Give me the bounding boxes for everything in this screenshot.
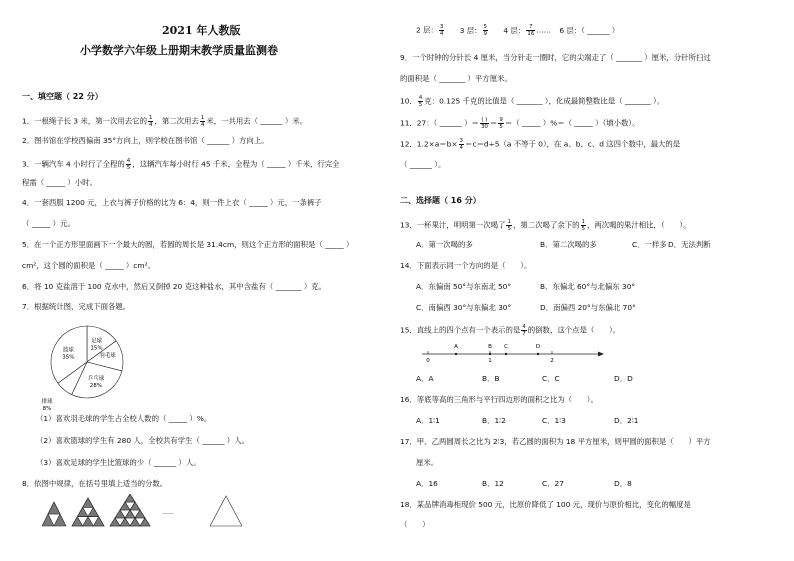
pie-value-label-2: 28% bbox=[89, 382, 103, 389]
q13-option-a: A．第一次喝的多 bbox=[416, 240, 473, 249]
question-7-sub-1: （1）喜欢羽毛球的学生占全校人数的（ _____ ）%。 bbox=[36, 414, 212, 423]
q15-option-b: B．B bbox=[482, 374, 500, 383]
question-7-sub-2: （2）喜欢篮球的学生有 280 人，全校共有学生（ ______ ）人。 bbox=[36, 436, 249, 445]
q16-option-b: B．1∶2 bbox=[482, 416, 506, 425]
fraction: $\frac{( )}{30}$ bbox=[480, 117, 488, 130]
q14-option-b: B．东偏北 60°与北偏东 30° bbox=[540, 282, 636, 291]
q17-option-d: D．8 bbox=[614, 479, 632, 488]
q16-option-d: D．2∶1 bbox=[614, 416, 639, 425]
question-16: 16．等底等高的三角形与平行四边形的面积之比为（ ）。 bbox=[400, 395, 598, 404]
question-6: 6．将 10 克盐溶于 100 克水中，然后又倒掉 20 克这种盐水，其中含盐有（ _______ ）克。 bbox=[22, 282, 327, 291]
question-9-line-1: 9．一个时钟的分针长 4 厘米，当分针走一圈时，它的尖端走了（ _______ ）厘米，分针所扫过 bbox=[400, 53, 711, 62]
q14-option-d: D．南偏西 20°与东偏北 70° bbox=[540, 303, 636, 312]
fraction: $\frac{9}{5}$ bbox=[499, 117, 503, 130]
tick-label-1: 1 bbox=[488, 358, 492, 364]
q14-option-a: A．东偏南 50°与东南北 50° bbox=[416, 282, 512, 291]
section-1-heading: 一、填空题（ 22 分） bbox=[22, 92, 103, 101]
q15-option-a: A．A bbox=[416, 374, 434, 383]
question-4-line-1: 4．一套西服 1200 元，上衣与裤子价格的比为 6：4，则一件上衣（ _____ ）元，一条裤子 bbox=[22, 198, 322, 207]
pie-label-0: 足球 bbox=[90, 338, 102, 345]
q13-option-b: B．第二次喝的多 bbox=[540, 240, 597, 249]
point-label-d: D bbox=[535, 344, 541, 350]
pattern-ellipsis: …… bbox=[162, 509, 174, 516]
q14-option-c: C．南偏西 30°与东偏北 30° bbox=[416, 303, 512, 312]
question-8-continued: 2 层： $\frac{3}{4}$ 3 层： $\frac{5}{9}$ 4 层： $\frac{7}{16}$ …… 6 层：（ ______ ） bbox=[416, 24, 620, 37]
pie-value-label-0: 15% bbox=[90, 345, 103, 352]
q17-option-b: B．12 bbox=[482, 479, 504, 488]
question-1: 1．一根绳子长 3 米，第一次用去它的 $\frac{1}{4}$ ，第二次用去 $\frac{1}{4}$ 米，一共用去（ ______ ）米。 bbox=[22, 115, 308, 128]
fraction: $\frac{1}{5}$ bbox=[581, 219, 586, 232]
triangle-level-n bbox=[210, 496, 242, 526]
q15-option-d: D．D bbox=[614, 374, 633, 383]
question-17-line-2: 厘米。 bbox=[416, 458, 439, 467]
pie-label-2: 乒乓球 bbox=[87, 375, 105, 382]
fraction: $\frac{5}{9}$ bbox=[483, 24, 488, 37]
q17-option-c: C．27 bbox=[542, 479, 564, 488]
title-line-1: 2021 年人教版 bbox=[162, 24, 241, 37]
fraction: $\frac{7}{16}$ bbox=[527, 24, 535, 37]
fraction: $\frac{1}{4}$ bbox=[200, 115, 205, 128]
question-12-line-1: 12．1.2×a＝b× $\frac{3}{4}$ ＝c＝d÷5（a 不等于 0），在 a、b、c、d 这四个数中，最大的是 bbox=[400, 138, 681, 151]
question-17-line-1: 17．甲、乙两圆周长之比为 2∶3，若乙圆的面积为 18 平方厘米，则甲圆的面积是（ ）平方 bbox=[400, 437, 711, 446]
question-9-line-2: 的面积是（ _______ ）平方厘米。 bbox=[400, 74, 512, 83]
pie-value-label-4: 35% bbox=[62, 354, 75, 361]
question-18-line-1: 18．某品牌消毒柜现价 500 元，比原价降低了 100 元，现价与原价相比，变化的幅度是 bbox=[400, 500, 691, 509]
pie-chart bbox=[41, 317, 132, 412]
number-line bbox=[420, 340, 610, 364]
point-c bbox=[505, 353, 507, 355]
point-label-b: B bbox=[488, 344, 492, 350]
question-5-line-1: 5．在一个正方形里面画下一个最大的圆，若圆的周长是 31.4cm，则这个正方形的面积是（ _____ ） bbox=[22, 240, 354, 249]
q13-option-d: D．无法判断 bbox=[668, 240, 711, 249]
question-2: 2．图书馆在学校西偏南 35°方向上，则学校在图书馆（ ______ ）方向上。 bbox=[22, 136, 269, 145]
question-5-line-2: cm²，这个圆的面积是（ _____ ）cm²。 bbox=[22, 261, 155, 270]
question-11: 11．27：（ ______ ）＝ $\frac{( )}{30}$ ＝ $\frac{9}{5}$ ＝（ _____ ）%＝（ _____ ）（填小数）。 bbox=[400, 117, 640, 130]
question-13: 13．一杯果汁，明明第一次喝了 $\frac{1}{5}$ ，第二次喝了余下的 $\frac{1}{5}$ ，两次喝的果汁相比，（ ）。 bbox=[400, 219, 691, 232]
question-7: 7．根据统计图，完成下面各题。 bbox=[22, 302, 131, 311]
fraction: $\frac{1}{5}$ bbox=[507, 219, 511, 232]
fraction: $\frac{4}{5}$ bbox=[126, 158, 131, 171]
section-2-heading: 二、选择题（ 16 分） bbox=[400, 196, 481, 205]
question-14: 14．下面表示同一个方向的是（ ）。 bbox=[400, 261, 532, 270]
question-15: 15．直线上的四个点有一个表示的是 $\frac{4}{7}$ 的倒数，这个点是（ ）。 bbox=[400, 324, 621, 337]
fraction: $\frac{4}{5}$ bbox=[418, 95, 423, 108]
q16-option-a: A．1∶1 bbox=[416, 416, 440, 425]
fraction: $\frac{3}{4}$ bbox=[459, 138, 464, 151]
pie-label-4: 篮球 bbox=[62, 347, 74, 354]
q16-option-c: C．1∶3 bbox=[542, 416, 566, 425]
question-18-line-2: （ ） bbox=[400, 520, 430, 529]
question-8: 8．依图中规律，在括号里填上适当的分数。 bbox=[22, 479, 168, 488]
fraction: $\frac{4}{7}$ bbox=[522, 324, 526, 337]
question-7-sub-3: （3）喜欢足球的学生比篮球的少（ ______ ）人。 bbox=[36, 458, 201, 467]
question-4-line-2: （ _____ ）元。 bbox=[22, 219, 75, 228]
point-b bbox=[489, 353, 491, 355]
question-3-line-1: 3．一辆汽车 4 小时行了全程的 $\frac{4}{5}$ ，这辆汽车每小时行 45 千米，全程为（ _____ ）千米，行完全 bbox=[22, 158, 340, 171]
title-line-2: 小学数学六年级上册期末教学质量监测卷 bbox=[80, 44, 278, 57]
fraction: $\frac{3}{4}$ bbox=[439, 24, 444, 37]
point-label-a: A bbox=[454, 344, 458, 350]
point-a bbox=[455, 353, 457, 355]
point-d bbox=[537, 353, 539, 355]
tick-label-2: 2 bbox=[550, 358, 554, 364]
fraction: $\frac{1}{4}$ bbox=[148, 115, 153, 128]
question-3-line-2: 程需（ _____ ）小时。 bbox=[22, 178, 97, 187]
pie-label-3: 排球 bbox=[41, 399, 53, 405]
triangle-pattern-figure bbox=[42, 494, 242, 530]
point-label-c: C bbox=[504, 344, 508, 350]
question-10: 10． $\frac{4}{5}$ 克：0.125 千克的比值是（ _______ ），化成最简整数比是（ _______ ）。 bbox=[400, 95, 665, 108]
q15-option-c: C．C bbox=[542, 374, 560, 383]
q17-option-a: A．16 bbox=[416, 479, 438, 488]
pie-value-label-3: 8% bbox=[42, 406, 52, 412]
question-12-line-2: （ ______ ）。 bbox=[400, 160, 446, 169]
pie-label-1: 羽毛球 bbox=[99, 353, 116, 360]
tick-label-0: 0 bbox=[426, 358, 430, 364]
q13-option-c: C．一样多 bbox=[632, 240, 667, 249]
